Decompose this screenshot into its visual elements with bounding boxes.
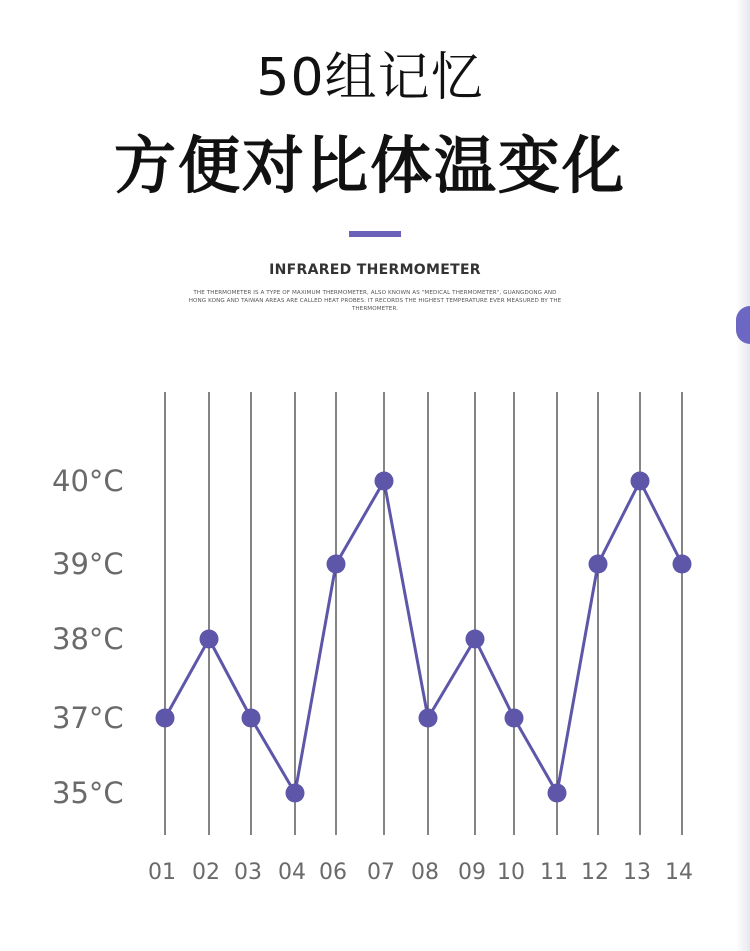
series-line bbox=[165, 481, 682, 793]
x-tick-label-09: 09 bbox=[458, 860, 486, 885]
x-tick-label-13: 13 bbox=[623, 860, 651, 885]
data-point-03 bbox=[242, 709, 261, 728]
data-point-06 bbox=[327, 555, 346, 574]
description-text: THE THERMOMETER IS A TYPE OF MAXIMUM THERMOMETER, ALSO KNOWN AS "MEDICAL THERMOMETER", GUANGDONG AND HONG KONG AND TAIWAN AREAS ARE CALLED HEAT PROBES. IT RECORDS THE HIGHEST TEMPERATURE EVER MEASURED BY THE THERMOMETER. bbox=[188, 290, 562, 312]
data-point-14 bbox=[673, 555, 692, 574]
x-tick-label-08: 08 bbox=[411, 860, 439, 885]
title-line-1: 50组记忆 bbox=[256, 48, 484, 108]
data-point-08 bbox=[419, 709, 438, 728]
x-tick-label-14: 14 bbox=[665, 860, 693, 885]
x-tick-label-04: 04 bbox=[278, 860, 306, 885]
x-tick-label-10: 10 bbox=[497, 860, 525, 885]
x-tick-label-01: 01 bbox=[148, 860, 176, 885]
data-point-10 bbox=[505, 709, 524, 728]
data-point-12 bbox=[589, 555, 608, 574]
x-tick-label-12: 12 bbox=[581, 860, 609, 885]
x-tick-label-03: 03 bbox=[234, 860, 262, 885]
x-tick-label-06: 06 bbox=[319, 860, 347, 885]
data-point-04 bbox=[286, 784, 305, 803]
y-tick-label: 39°C bbox=[52, 547, 124, 581]
data-point-01 bbox=[156, 709, 175, 728]
y-tick-label: 35°C bbox=[52, 776, 124, 810]
x-tick-label-02: 02 bbox=[192, 860, 220, 885]
data-point-13 bbox=[631, 472, 650, 491]
y-tick-label: 40°C bbox=[52, 464, 124, 498]
x-tick-label-07: 07 bbox=[367, 860, 395, 885]
data-point-11 bbox=[548, 784, 567, 803]
title-line-2: 方便对比体温变化 bbox=[113, 129, 626, 202]
x-tick-label-11: 11 bbox=[540, 860, 568, 885]
data-point-07 bbox=[375, 472, 394, 491]
data-point-02 bbox=[200, 630, 219, 649]
data-point-09 bbox=[466, 630, 485, 649]
subtitle: INFRARED THERMOMETER bbox=[269, 262, 481, 278]
y-tick-label: 38°C bbox=[52, 622, 124, 656]
y-tick-label: 37°C bbox=[52, 701, 124, 735]
